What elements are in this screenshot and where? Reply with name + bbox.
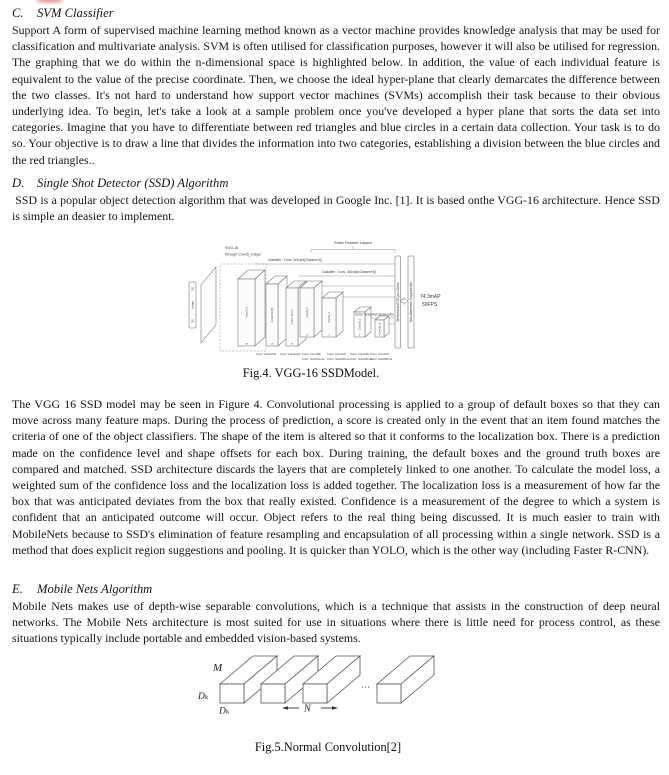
section-e-paragraph: Mobile Nets makes use of depth-wise separable convolutions, which is a technique that assists in the construction of deep neural networks. The Mobile Nets architecture is most suited for use in situations where there is little need for process control, as these situations typically include portable and embedded vision-based systems. bbox=[12, 599, 660, 646]
image-dim-top-label: 300 bbox=[192, 287, 195, 291]
image-label: Image bbox=[190, 301, 195, 309]
classifier-label-a: Classifier : Conv: 3x3x(4x(Classes+4)) bbox=[268, 258, 323, 262]
detections-bar-label: Detections:8732 per Class bbox=[395, 282, 400, 322]
nms-bar-label: Non-Maximum Suppression bbox=[409, 281, 414, 323]
bottom-label: Conv: 1x1x128 bbox=[350, 352, 369, 356]
layer-dim: 1 bbox=[378, 334, 381, 337]
extra-feature-layers-label: Extra Feature Layers bbox=[334, 240, 372, 245]
dk-left-label: Dₖ bbox=[198, 692, 209, 702]
fig5-filter-box-4 bbox=[377, 656, 434, 703]
figure4-vgg16-ssd-diagram bbox=[183, 236, 453, 376]
figure5-caption: Fig.5.Normal Convolution[2] bbox=[254, 740, 402, 754]
figure5-normal-convolution-diagram bbox=[195, 650, 435, 724]
section-c-paragraph: Support A form of supervised machine learning method known as a vector machine provides knowledge analysis that may be used for classification and multivariate analysis. SVM is often utilised for classification purposes, however it will also be utilised for regression. The graphing that we do within the n-dimensional space is highlighted below. In addition, the value of each individual feature is equivalent to the value of the precise coordinate. Then, we choose the ideal hyper-plane that clearly demarcates the difference between the two classes. It's not hard to understand how support vector machines (SVMs) accomplish their task because to their obvious underlying idea. To begin, let's take a look at a sample problem once you've developed a hyper plane that sorts the data set into categories. Imagine that you have to differentiate between red triangles and blue circles in a certain data collection. Your task is to do so. Your objective is to draw a line that divides the information into two categories, establishing a division between the blue circles and the red triangles.. bbox=[12, 23, 660, 167]
layer-dim: 19 bbox=[290, 343, 294, 346]
fig4-layer-conv9_2 bbox=[322, 292, 343, 337]
n-dimension-label: N bbox=[304, 703, 311, 715]
fig4-block-arrow-icon bbox=[401, 298, 408, 305]
layer-name: Conv10_2 bbox=[358, 318, 362, 331]
fig4-detections-bar bbox=[395, 256, 401, 348]
map-score-label: 74.3mAP bbox=[420, 294, 441, 300]
layer-dim: 3 bbox=[358, 334, 361, 337]
layer-name: Conv8_2 bbox=[305, 307, 309, 318]
section-title: SVM Classifier bbox=[37, 6, 114, 20]
layer-name: Conv6 (FC6) bbox=[270, 307, 274, 323]
vgg-label-line1: VGG-16 bbox=[225, 246, 239, 250]
bottom-label: Conv: 1x1x256 bbox=[302, 352, 321, 356]
section-letter: E. bbox=[12, 582, 23, 596]
section-d-paragraph: SSD is a popular object detection algorithm that was developed in Google Inc. [1]. It is based onthe VGG-16 architecture. Hence SSD is simple an deasier to implement. bbox=[12, 193, 663, 224]
bottom-label: Conv: 3x3x1024 bbox=[256, 352, 277, 356]
layer-dim: 5 bbox=[328, 334, 330, 337]
main-paragraph: The VGG 16 SSD model may be seen in Figure 4. Convolutional processing is applied to a group of default boxes so that they can move across many feature maps. During the process of prediction, a score is created only in the event that an item found matches the criteria of one of the object classifiers. The shape of the item is altered so that it conforms to the localization box. There is a prediction made on the confidence level and shape offsets for each box. During training, the default boxes and the ground truth boxes are compared and matched. SSD architecture discards the layers that are completely linked to one another. To calculate the model loss, a weighted sum of the confidence loss and the localization loss is added together. The localization loss is a measurement of how far the box that was anticipated deviates from the box that really existed. Confidence is a measurement of the degree to which a system is confident that an anticipated outcome will occur. Object refers to the real thing being discussed. It is much easier to train with MobileNets because to SSD's elimination of feature resampling and encapsulation of all processing within a single network. SSD is a method that does explicit region suggestions and pooling. It is quicker than YOLO, which is the other way (including Faster R-CNN). bbox=[12, 397, 660, 557]
classifier-label-b: Classifier : Conv: 3x3x(6x(Classes+4)) bbox=[322, 270, 377, 274]
bottom-label: Conv: 3x3x512-s2 bbox=[302, 357, 325, 361]
layer-name: Conv9_2 bbox=[327, 312, 331, 323]
fig4-input-image bbox=[189, 282, 196, 328]
fig4-layer-conv6 bbox=[266, 276, 287, 346]
bottom-label: Conv: 3x3x256-s1 bbox=[370, 357, 393, 361]
bottom-label: Conv: 3x3x256-s2 bbox=[327, 357, 350, 361]
section-letter: C. bbox=[12, 6, 24, 20]
layer-dim: 19 bbox=[270, 343, 274, 346]
layer-name: Conv4_3 bbox=[245, 307, 249, 318]
section-title: Single Shot Detector (SSD) Algorithm bbox=[37, 176, 229, 190]
figure4-caption: Fig.4. VGG-16 SSDModel. bbox=[242, 366, 380, 380]
bottom-label: Conv: 1x1x128 bbox=[327, 352, 346, 356]
m-dimension-label: M bbox=[213, 662, 223, 674]
fig4-bottom-conv-labels bbox=[256, 352, 393, 361]
fig4-layer-conv11_2 bbox=[375, 316, 389, 337]
classifier-label-c: Conv: 3x3x(4x(Classes+4)) bbox=[355, 312, 394, 317]
fig4-layer-conv4_3 bbox=[238, 270, 265, 346]
layer-dim: 10 bbox=[305, 334, 309, 337]
layer-name: Conv11_2 bbox=[378, 322, 382, 335]
image-dim-bottom-label: 300 bbox=[192, 319, 195, 323]
layer-name: Conv7 (FC7) bbox=[290, 309, 294, 325]
layer-dim: 38 bbox=[245, 343, 248, 346]
section-heading-e bbox=[12, 582, 660, 597]
fig4-image-parallelogram bbox=[201, 267, 216, 343]
fig4-nms-bar bbox=[408, 256, 414, 348]
fps-label: 59FPS bbox=[422, 302, 438, 308]
fig4-layer-conv8_2 bbox=[300, 281, 322, 337]
section-letter: D. bbox=[12, 176, 25, 190]
red-highlight-artifact bbox=[36, 0, 63, 3]
section-heading-c bbox=[12, 6, 660, 21]
extra-feature-layers-bracket bbox=[311, 246, 395, 253]
bottom-label: Conv: 1x1x1024 bbox=[280, 352, 301, 356]
fig4-layer-conv10_2 bbox=[354, 307, 371, 337]
bottom-label: Conv: 3x3x256-s1 bbox=[350, 357, 373, 361]
bottom-label: Conv: 1x1x128 bbox=[370, 352, 389, 356]
section-heading-d bbox=[12, 176, 660, 191]
dk-bottom-label: Dₖ bbox=[219, 706, 230, 717]
ellipsis-dots: ⋯ bbox=[361, 682, 370, 692]
section-title: Mobile Nets Algorithm bbox=[37, 582, 153, 596]
vgg-label-line2: through Conv5_3 layer bbox=[225, 252, 262, 257]
